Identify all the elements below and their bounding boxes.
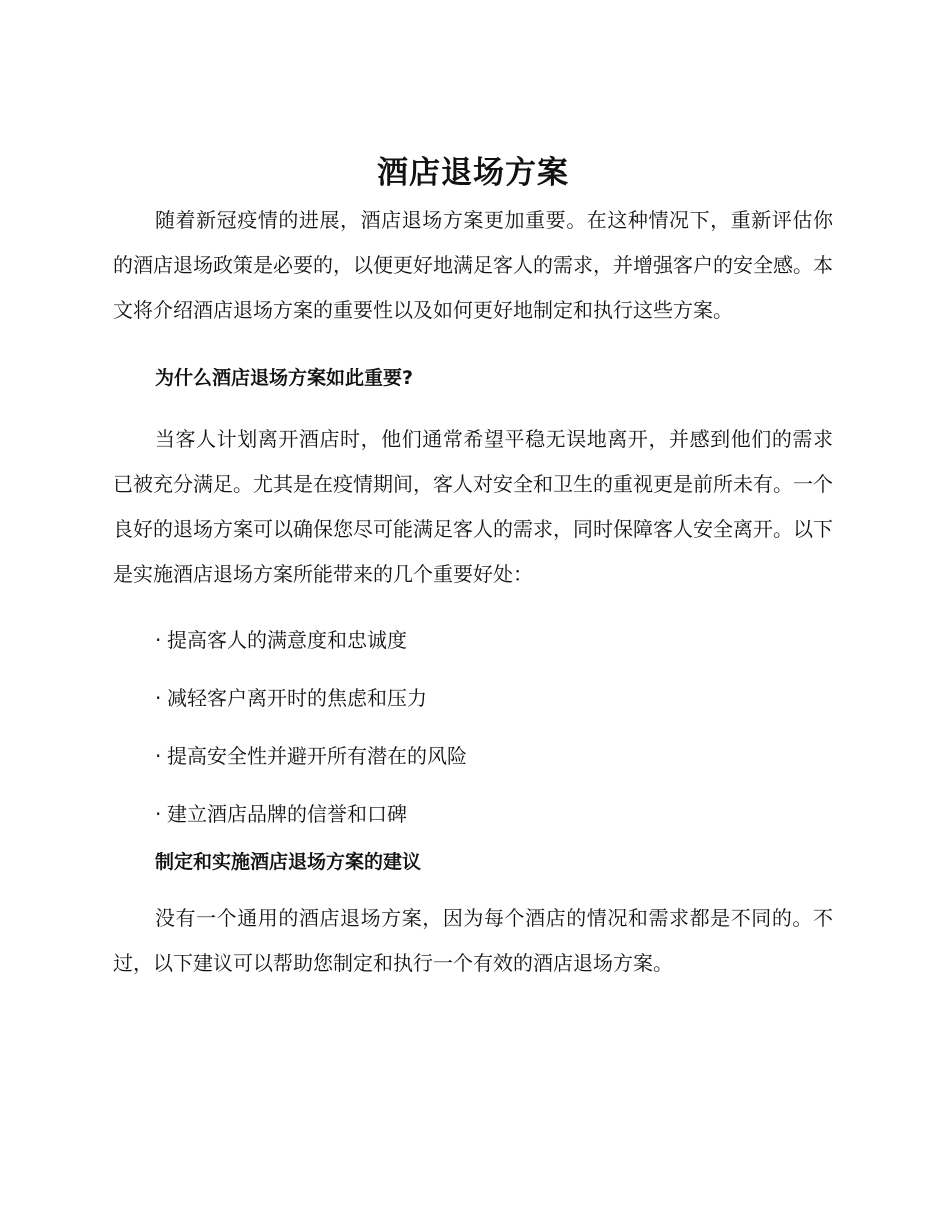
list-item-text: 提高安全性并避开所有潜在的风险 <box>167 744 467 768</box>
list-item <box>113 684 833 712</box>
list-item-text: 提高客人的满意度和忠诚度 <box>167 628 407 652</box>
section-heading-importance: 为什么酒店退场方案如此重要? <box>155 367 414 389</box>
benefits-list <box>113 626 833 828</box>
list-item <box>113 800 833 828</box>
importance-paragraph: 当客人计划离开酒店时，他们通常希望平稳无误地离开，并感到他们的需求已被充分满足。尤其是在疫情期间，客人对安全和卫生的重视更是前所未有。一个良好的退场方案可以确保您尽可能满足客人的需求，同时保障客人安全离开。以下是实施酒店退场方案所能带来的几个重要好处： <box>113 427 833 586</box>
list-item-text: 减轻客户离开时的焦虑和压力 <box>167 686 427 710</box>
suggestions-paragraph: 没有一个通用的酒店退场方案，因为每个酒店的情况和需求都是不同的。不过，以下建议可以帮助您制定和执行一个有效的酒店退场方案。 <box>113 906 833 975</box>
list-item-text: 建立酒店品牌的信誉和口碑 <box>167 802 407 826</box>
bullet-icon: · <box>155 686 162 710</box>
document-page <box>113 150 833 986</box>
bullet-icon: · <box>155 744 162 768</box>
list-item <box>113 626 833 654</box>
document-title: 酒店退场方案 <box>377 155 569 191</box>
bullet-icon: · <box>155 802 162 826</box>
section-heading-suggestions: 制定和实施酒店退场方案的建议 <box>155 851 422 873</box>
intro-paragraph: 随着新冠疫情的进展，酒店退场方案更加重要。在这种情况下，重新评估你的酒店退场政策是必要的，以便更好地满足客人的需求，并增强客户的安全感。本文将介绍酒店退场方案的重要性以及如何更好地制定和执行这些方案。 <box>113 208 833 322</box>
bullet-icon: · <box>155 628 162 652</box>
list-item <box>113 742 833 770</box>
